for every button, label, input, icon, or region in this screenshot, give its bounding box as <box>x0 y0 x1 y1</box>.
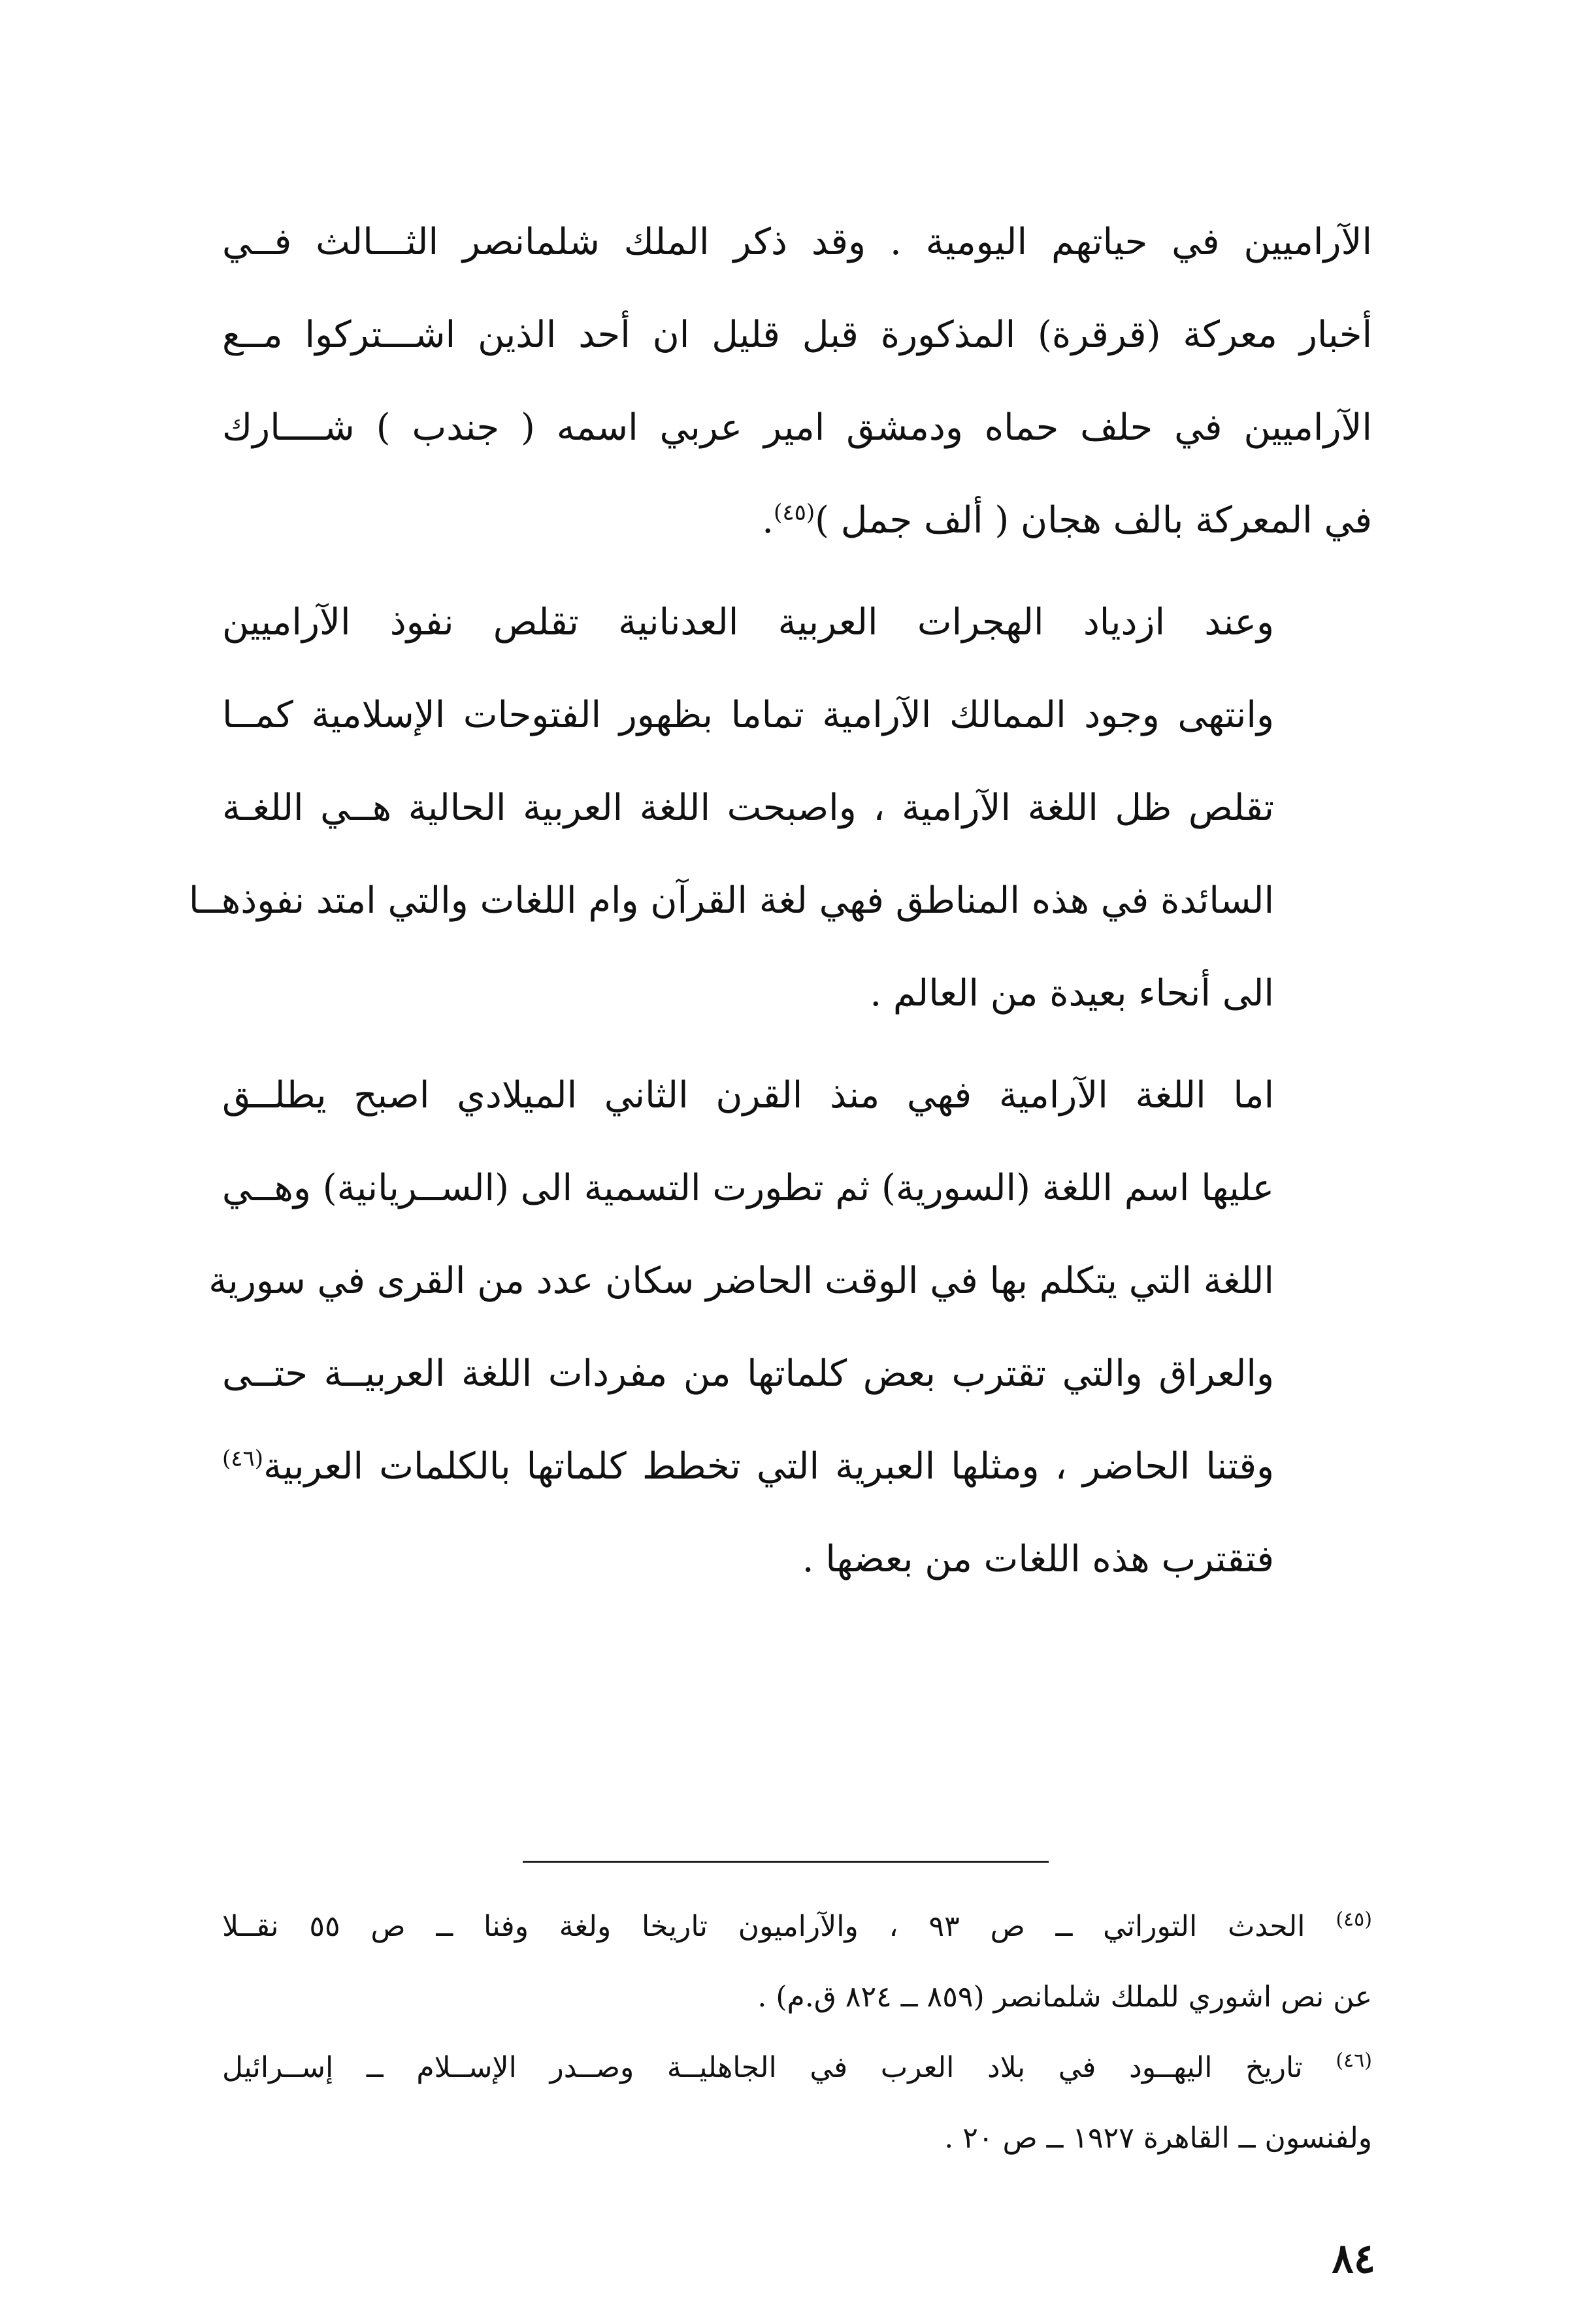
footnote-line: عن نص اشوري للملك شلمانصر (٨٥٩ ــ ٨٢٤ ق.م) . <box>757 1980 1372 2014</box>
paragraph <box>222 196 1372 567</box>
text-line: اللغة التي يتكلم بها في الوقت الحاضر سكان عدد من القرى في سورية <box>208 1260 1274 1302</box>
footnote-text: الحدث التوراتي ــ ص ٩٣ ، والآراميون تاريخا ولغة وفنا ــ ص ٥٥ نقــلا <box>222 1910 1305 1943</box>
footnote-reference: (٤٦) <box>222 1445 264 1472</box>
footnote <box>222 2033 1372 2174</box>
footnotes <box>222 1891 1372 2174</box>
text-line: تقلص ظل اللغة الآرامية ، واصبحت اللغة العربية الحالية هــي اللغـة <box>222 787 1274 829</box>
paragraph <box>188 576 1372 1040</box>
text-line: فتقترب هذه اللغات من بعضها . <box>802 1538 1274 1580</box>
text-line: والعراق والتي تقترب بعض كلماتها من مفردات اللغة العربيــة حتــى <box>222 1352 1274 1395</box>
text-line: السائدة في هذه المناطق فهي لغة القرآن وام اللغات والتي امتد نفوذهــا <box>188 879 1274 922</box>
text-line <box>222 1420 1372 1513</box>
page-number: ٨٤ <box>1332 2234 1375 2282</box>
footnote-text: تاريخ اليهــود في بلاد العرب في الجاهليــة وصــدر الإســلام ــ إســرائيل <box>222 2051 1303 2084</box>
text-segment: في المعركة بالف هجان ( ألف جمل ) <box>815 499 1372 542</box>
text-line: أخبار معركة (قرقرة) المذكورة قبل قليل ان أحد الذين اشـــتركوا مــع <box>222 314 1372 356</box>
sentence-end: . <box>762 499 774 542</box>
text-line: الآراميين في حلف حماه ودمشق امير عربي اسمه ( جندب ) شــــارك <box>222 406 1372 449</box>
text-line: الآراميين في حياتهم اليومية . وقد ذكر الملك شلمانصر الثـــالث فــي <box>222 221 1372 263</box>
footnote-reference: (٤٥) <box>774 499 815 526</box>
footnote-marker: (٤٦) <box>1336 2049 1372 2072</box>
footnote-line <box>222 2033 1372 2103</box>
paragraph <box>208 1049 1372 1606</box>
text-line: عليها اسم اللغة (السورية) ثم تطورت التسمية الى (الســريانية) وهــي <box>221 1167 1274 1209</box>
footnote-marker: (٤٥) <box>1336 1908 1372 1931</box>
text-line: اما اللغة الآرامية فهي منذ القرن الثاني الميلادي اصبح يطلــق <box>222 1074 1274 1117</box>
text-line: وانتهى وجود الممالك الآرامية تماما بظهور الفتوحات الإسلامية كمــا <box>222 694 1274 736</box>
footnote-line <box>222 1891 1372 1962</box>
text-segment: وقتنا الحاضر ، ومثلها العبرية التي تخطط كلماتها بالكلمات العربية <box>263 1445 1274 1488</box>
footnote-divider <box>523 1861 1049 1863</box>
text-line: وعند ازدياد الهجرات العربية العدنانية تقلص نفوذ الآراميين <box>222 601 1274 644</box>
footnote-line: ولفنسون ــ القاهرة ١٩٢٧ ــ ص ٢٠ . <box>944 2121 1372 2155</box>
main-text <box>188 196 1372 1615</box>
text-line: الى أنحاء بعيدة من العالم . <box>870 972 1274 1015</box>
footnote <box>222 1891 1372 2033</box>
text-line <box>222 474 1372 567</box>
